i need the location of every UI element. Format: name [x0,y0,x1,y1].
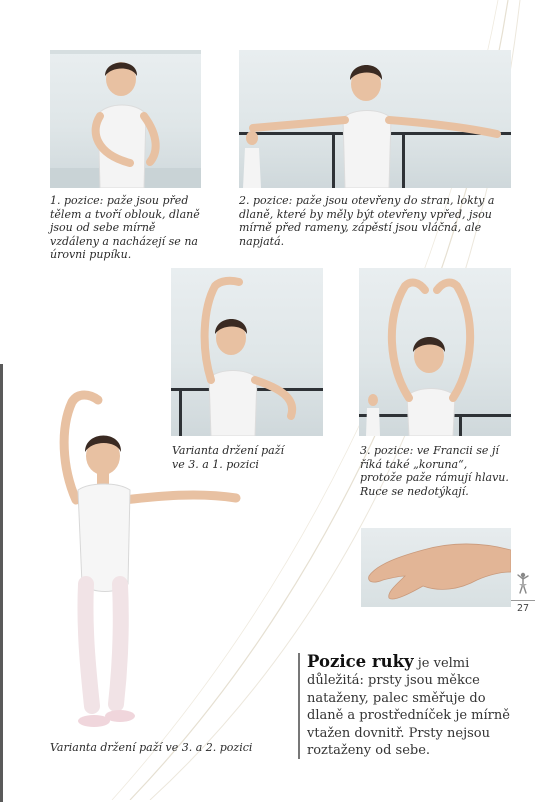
caption-third-position: 3. pozice: ve Francii se jí říká také „koruna“, protože paže rámují hlavu. Ruce se nedotýkají. [360,444,509,498]
page-side-tab [511,572,535,614]
page-number: 27 [511,600,535,614]
photo-hand-position [361,528,511,607]
figure-dancer-third-second-variant [48,388,248,738]
photo-first-position [50,50,201,188]
page-edge-rule [0,364,3,802]
hand-position-paragraph [298,653,522,759]
caption-figure-variant: Varianta držení paží ve 3. a 2. pozici [50,741,253,754]
paragraph-lead: Pozice ruky [307,652,414,671]
caption-third-first-variant: Varianta držení paží ve 3. a 1. pozici [172,444,285,471]
caption-second-position: 2. pozice: paže jsou otevřeny do stran, lokty a dlaně, které by měly být otevřeny vpřed, jsou mírně před rameny, zápěstí jsou vláčná, ale napjatá. [239,194,495,248]
paragraph-body: je velmi důležitá: prsty jsou měkce nataženy, palec směřuje do dlaně a prostředníček je mírně vtažen dovnitř. Prsty nejsou roztaženy od sebe. [307,656,510,759]
photo-third-position [359,268,511,436]
ballerina-icon [516,572,530,594]
caption-first-position: 1. pozice: paže jsou před tělem a tvoří oblouk, dlaně jsou od sebe mírně vzdáleny a nacházejí se na úrovni pupíku. [50,194,200,262]
photo-second-position [239,50,511,188]
